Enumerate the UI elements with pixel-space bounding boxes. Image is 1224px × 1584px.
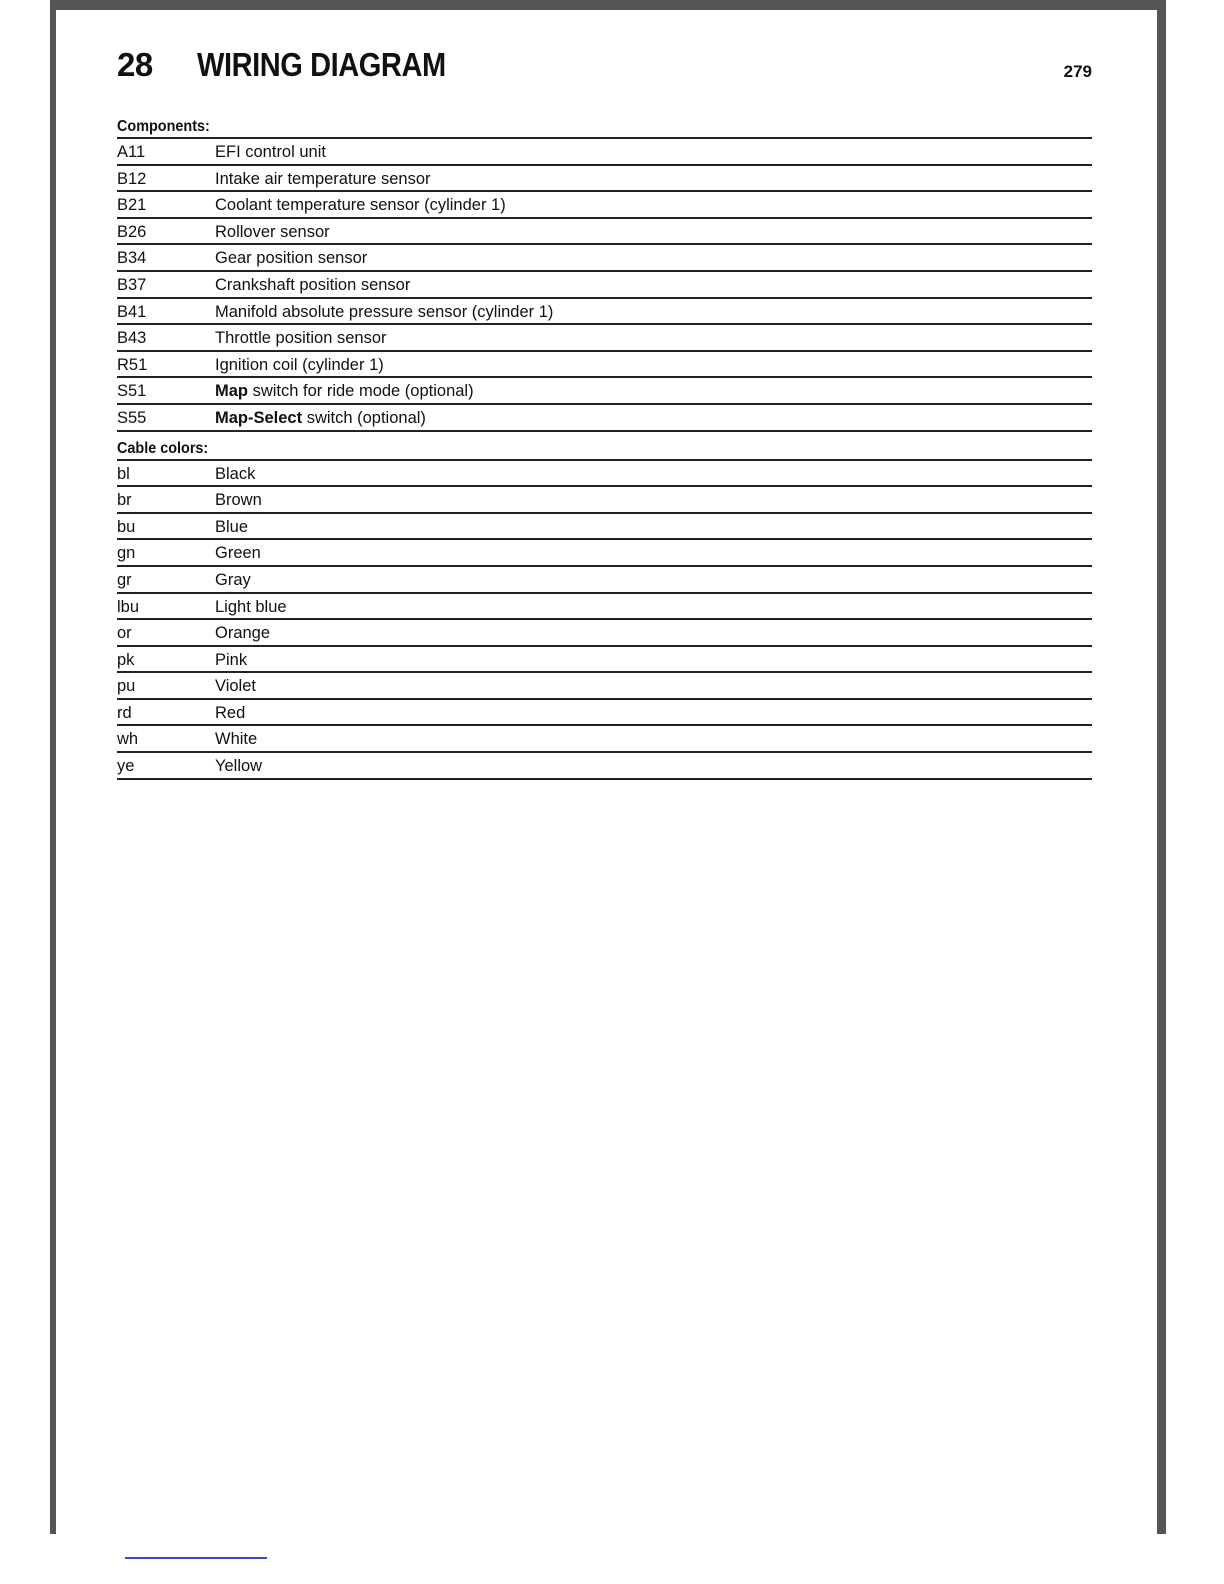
row-description: Light blue	[215, 597, 287, 616]
row-code: br	[117, 491, 132, 510]
page-header	[117, 44, 1092, 88]
table-row	[117, 325, 1092, 352]
table-row	[117, 461, 1092, 488]
row-description	[215, 405, 1092, 430]
row-description-rest: switch (optional)	[302, 408, 426, 427]
row-description: Throttle position sensor	[215, 329, 387, 348]
row-description: Coolant temperature sensor (cylinder 1)	[215, 196, 506, 215]
row-description: Rollover sensor	[215, 222, 330, 241]
cable-colors-table	[117, 461, 1092, 780]
row-code: bl	[117, 464, 130, 483]
table-row	[117, 514, 1092, 541]
table-row	[117, 700, 1092, 727]
footer-underline	[125, 1557, 267, 1559]
row-description: Green	[215, 544, 261, 563]
table-row	[117, 405, 1092, 432]
row-code: B41	[117, 302, 147, 321]
row-code: S51	[117, 382, 147, 401]
table-row	[117, 245, 1092, 272]
row-description: Intake air temperature sensor	[215, 169, 431, 188]
table-row	[117, 139, 1092, 166]
row-description: Orange	[215, 624, 271, 643]
table-row	[117, 567, 1092, 594]
row-code: lbu	[117, 597, 140, 616]
row-code: or	[117, 624, 132, 643]
table-row	[117, 272, 1092, 299]
row-code: B43	[117, 329, 147, 348]
table-row	[117, 726, 1092, 753]
table-row	[117, 219, 1092, 246]
table-row	[117, 487, 1092, 514]
row-code: ye	[117, 757, 135, 776]
row-code: B34	[117, 249, 147, 268]
row-description	[215, 378, 1092, 403]
table-row	[117, 673, 1092, 700]
row-description: Brown	[215, 491, 262, 510]
row-description: White	[215, 730, 258, 749]
table-row	[117, 620, 1092, 647]
cable-colors-title: Cable colors:	[117, 436, 1092, 461]
row-description: Crankshaft position sensor	[215, 275, 411, 294]
legend-tables	[117, 114, 1092, 780]
row-description-bold: Map	[215, 382, 248, 401]
row-code: B26	[117, 222, 147, 241]
row-description: Violet	[215, 677, 256, 696]
components-section	[117, 114, 1092, 432]
row-code: A11	[117, 143, 146, 161]
row-code: rd	[117, 703, 132, 722]
row-description: Gear position sensor	[215, 249, 368, 268]
table-row	[117, 299, 1092, 326]
row-code: B12	[117, 169, 147, 188]
row-description: Blue	[215, 517, 249, 536]
page-number: 279	[1063, 62, 1092, 81]
table-row	[117, 166, 1092, 193]
row-code: gn	[117, 544, 136, 563]
row-description-bold: Map-Select	[215, 408, 303, 427]
components-title: Components:	[117, 114, 1092, 139]
row-description: Black	[215, 464, 256, 483]
table-row	[117, 540, 1092, 567]
table-row	[117, 647, 1092, 674]
row-code: pu	[117, 677, 136, 696]
row-description: Yellow	[215, 757, 263, 776]
row-code: wh	[117, 730, 139, 749]
row-description: EFI control unit	[215, 143, 326, 161]
table-row	[117, 192, 1092, 219]
row-code: pk	[117, 650, 135, 669]
row-description: Ignition coil (cylinder 1)	[215, 355, 384, 374]
table-row	[117, 378, 1092, 405]
table-row	[117, 594, 1092, 621]
row-description: Red	[215, 703, 246, 722]
table-row	[117, 352, 1092, 379]
cable-colors-section	[117, 436, 1092, 780]
row-description: Manifold absolute pressure sensor (cylinder 1)	[215, 302, 554, 321]
chapter-number: 28	[117, 46, 153, 83]
table-row	[117, 753, 1092, 780]
row-description: Pink	[215, 650, 248, 669]
row-code: S55	[117, 408, 147, 427]
row-code: B37	[117, 275, 147, 294]
row-description: Gray	[215, 570, 251, 589]
row-description-rest: switch for ride mode (optional)	[248, 382, 474, 401]
row-code: B21	[117, 196, 147, 215]
row-code: bu	[117, 517, 136, 536]
components-table	[117, 139, 1092, 432]
row-code: R51	[117, 355, 148, 374]
chapter-title: WIRING DIAGRAM	[197, 46, 446, 83]
row-code: gr	[117, 570, 132, 589]
